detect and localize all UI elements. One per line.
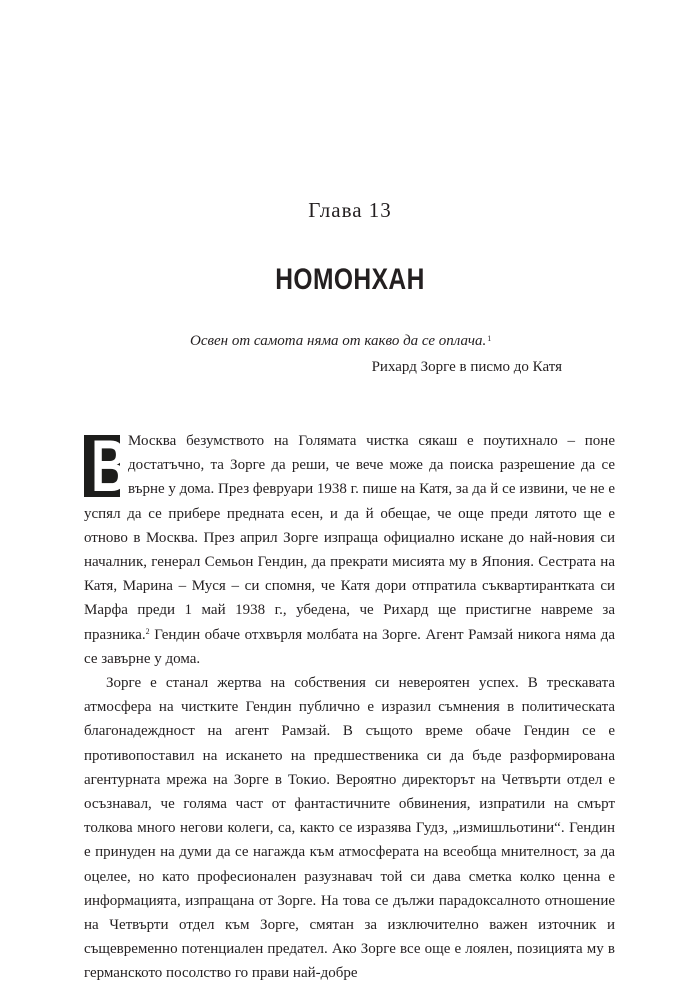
epigraph-quote — [190, 331, 491, 351]
paragraph-1-text: Москва безумството на Голямата чистка сякаш е поутихнало – поне достатъчно, та Зорге да реши, че вече може да поиска разрешение да се върне у дома. През февруари 1938 г. пише на Катя, за да й се извини, че не е успял да се прибере предната есен, и да й обещае, че още преди лятото ще е отново в Москва. През април Зорге изпраща официално искане до най-новия си началник, генерал Семьон Гендин, да прекрати мисията му в Япония. Сестрата на Катя, Марина – Муся – си спомня, че Катя дори отпратила съквартирантката си Марфа преди 1 май 1938 г., убедена, че Рихард ще пристигне навреме за празника. — [84, 433, 615, 643]
body-text — [84, 425, 615, 986]
epigraph-author: Рихард Зорге в писмо до Катя — [371, 359, 562, 375]
paragraph-2: Зорге е станал жертва на собствения си невероятен успех. В трескавата атмосфера на чистките Гендин публично е изразил съмнения в политическата благонадеждност на агент Рамзай. В същото време обаче Гендин се е противопоставил на искането на предшественика си да бъде разформирована агентурната мрежа на Зорге в Токио. Вероятно директорът на Четвърти отдел е осъзнавал, че голяма част от фантастичните обвинения, изпратили на смърт толкова много негови колеги, са, както се изразява Гудз, „измишльотини“. Гендин е принуден на думи да се нагажда към атмосферата на всеобща мнителност, за да оцелее, но като професионален разузнавач той си дава сметка колко ценна е информацията, изпращана от Зорге. На това се дължи парадоксалното отношение на Четвърти отдел към Зорге, смятан за изключително важен източник и същевременно потенциален предател. Ако Зорге все още е лоялен, позицията му в германското посолство го прави най-добре — [84, 675, 615, 982]
drop-cap-letter: В — [91, 425, 128, 507]
epigraph-quote-text: Освен от самота няма от какво да се оплача. — [190, 333, 487, 349]
chapter-title: НОМОНХАН — [275, 263, 425, 296]
paragraph-1 — [84, 425, 615, 671]
chapter-label: Глава 13 — [308, 198, 392, 222]
epigraph-footnote-ref[interactable]: 1 — [487, 334, 492, 343]
paragraph-1-text-end: Гендин обаче отхвърля молбата на Зорге. Агент Рамзай никога няма да се завърне у дома. — [84, 626, 615, 667]
drop-cap — [84, 425, 128, 507]
footnote-ref-2[interactable]: 2 — [145, 626, 150, 636]
